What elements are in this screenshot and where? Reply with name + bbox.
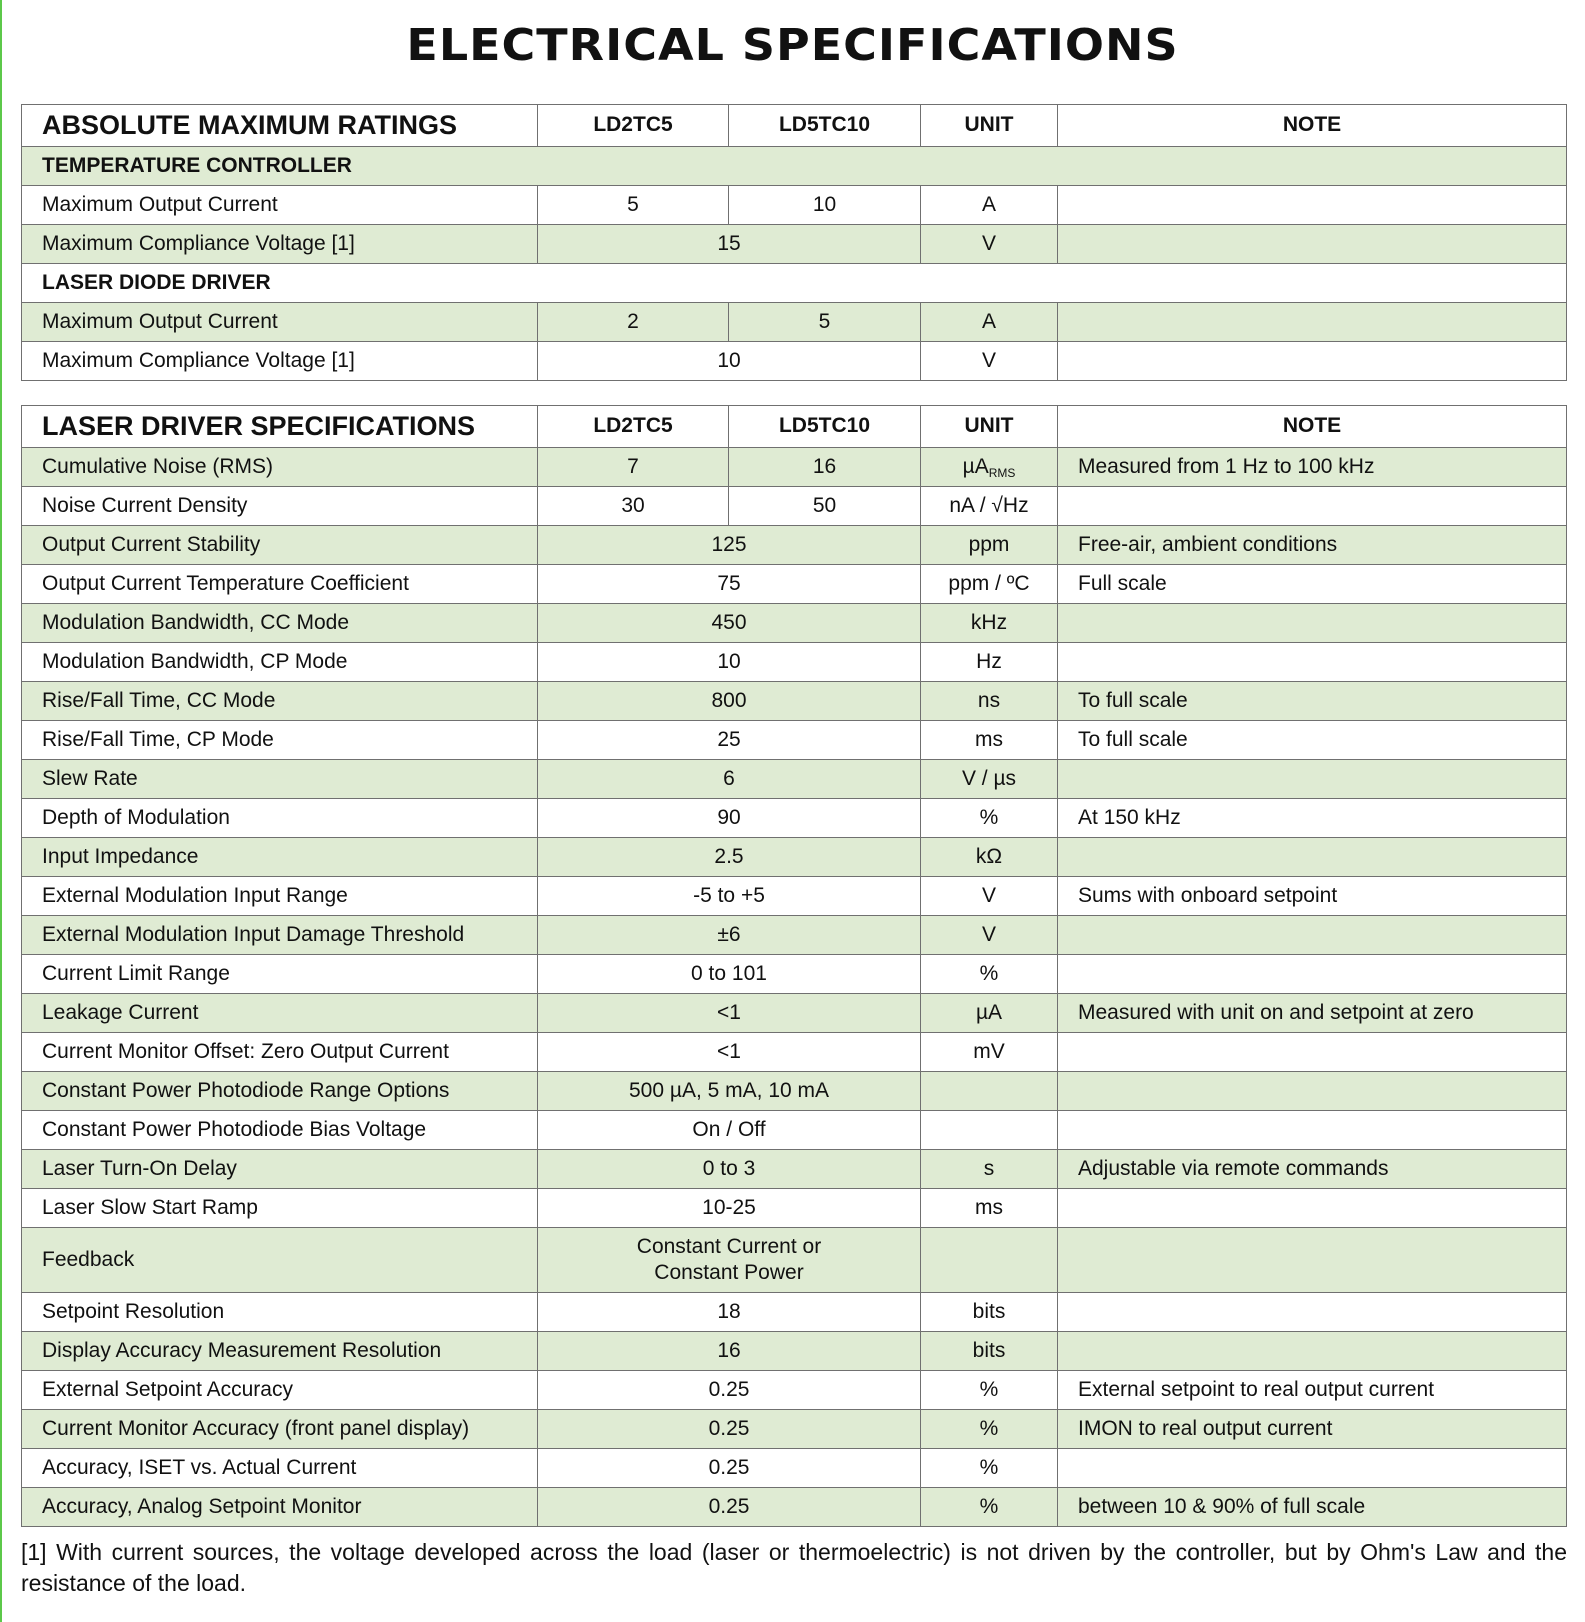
- spec-row: [22, 565, 1567, 604]
- spec-note: [1058, 342, 1567, 381]
- spec-row: [22, 643, 1567, 682]
- spec-unit: [921, 448, 1058, 487]
- spec-value: <1: [538, 994, 921, 1033]
- spec-unit: ppm: [921, 526, 1058, 565]
- spec-label: Output Current Stability: [22, 526, 538, 565]
- spec-note: Measured with unit on and setpoint at zero: [1058, 994, 1567, 1033]
- spec-label: Noise Current Density: [22, 487, 538, 526]
- spec-unit: %: [921, 1410, 1058, 1449]
- spec-unit: mV: [921, 1033, 1058, 1072]
- spec-note: IMON to real output current: [1058, 1410, 1567, 1449]
- spec-unit: [921, 1072, 1058, 1111]
- spec-unit: s: [921, 1150, 1058, 1189]
- spec-unit: [921, 1228, 1058, 1293]
- spec-label: Feedback: [22, 1228, 538, 1293]
- spec-label: Current Monitor Accuracy (front panel display): [22, 1410, 538, 1449]
- spec-unit: ms: [921, 1189, 1058, 1228]
- spec-row: [22, 1410, 1567, 1449]
- spec-note: [1058, 1189, 1567, 1228]
- absolute-maximum-ratings-table: [21, 104, 1567, 381]
- spec-label: Modulation Bandwidth, CC Mode: [22, 604, 538, 643]
- spec-row: [22, 604, 1567, 643]
- spec-note: [1058, 1449, 1567, 1488]
- spec-label: Constant Power Photodiode Bias Voltage: [22, 1111, 538, 1150]
- spec-unit: bits: [921, 1332, 1058, 1371]
- spec-unit: [921, 1111, 1058, 1150]
- spec-value: 15: [538, 225, 921, 264]
- spec-label: Maximum Output Current: [22, 186, 538, 225]
- spec-unit: kΩ: [921, 838, 1058, 877]
- value-ld2tc5: 7: [538, 448, 729, 487]
- spec-label: Current Limit Range: [22, 955, 538, 994]
- section-title: LASER DRIVER SPECIFICATIONS: [22, 406, 538, 448]
- spec-row: [22, 448, 1567, 487]
- spec-value: 10: [538, 342, 921, 381]
- spec-unit: ms: [921, 721, 1058, 760]
- spec-note: [1058, 1293, 1567, 1332]
- spec-note: Adjustable via remote commands: [1058, 1150, 1567, 1189]
- spec-note: [1058, 604, 1567, 643]
- spec-label: Laser Slow Start Ramp: [22, 1189, 538, 1228]
- spec-label: Modulation Bandwidth, CP Mode: [22, 643, 538, 682]
- spec-row: [22, 1228, 1567, 1293]
- spec-value-line: Constant Power: [654, 1261, 804, 1284]
- spec-row: [22, 721, 1567, 760]
- spec-note: Sums with onboard setpoint: [1058, 877, 1567, 916]
- section-label: LASER DIODE DRIVER: [22, 264, 1567, 303]
- spec-label: Constant Power Photodiode Range Options: [22, 1072, 538, 1111]
- spec-row: [22, 1033, 1567, 1072]
- spec-unit: ppm / ºC: [921, 565, 1058, 604]
- spec-row: [22, 1332, 1567, 1371]
- spec-label: Output Current Temperature Coefficient: [22, 565, 538, 604]
- spec-row: [22, 955, 1567, 994]
- spec-value: 0 to 3: [538, 1150, 921, 1189]
- spec-note: [1058, 186, 1567, 225]
- column-ld2tc5: LD2TC5: [538, 406, 729, 448]
- spec-label: Laser Turn-On Delay: [22, 1150, 538, 1189]
- spec-row: [22, 1150, 1567, 1189]
- spec-label: Rise/Fall Time, CP Mode: [22, 721, 538, 760]
- spec-note: To full scale: [1058, 682, 1567, 721]
- section-row: [22, 264, 1567, 303]
- spec-unit: kHz: [921, 604, 1058, 643]
- value-ld5tc10: 50: [729, 487, 921, 526]
- spec-row: [22, 1293, 1567, 1332]
- spec-label: Rise/Fall Time, CC Mode: [22, 682, 538, 721]
- unit-subscript: RMS: [988, 465, 1016, 480]
- spec-note: [1058, 225, 1567, 264]
- spec-row: [22, 186, 1567, 225]
- spec-row: [22, 1072, 1567, 1111]
- spec-note: [1058, 760, 1567, 799]
- spec-row: [22, 799, 1567, 838]
- value-ld2tc5: 30: [538, 487, 729, 526]
- spec-note: [1058, 643, 1567, 682]
- spec-row: [22, 1449, 1567, 1488]
- spec-label: Display Accuracy Measurement Resolution: [22, 1332, 538, 1371]
- spec-label: Slew Rate: [22, 760, 538, 799]
- spec-value: 0.25: [538, 1488, 921, 1527]
- spec-note: External setpoint to real output current: [1058, 1371, 1567, 1410]
- spec-note: To full scale: [1058, 721, 1567, 760]
- spec-label: Accuracy, ISET vs. Actual Current: [22, 1449, 538, 1488]
- spec-value: 0.25: [538, 1410, 921, 1449]
- spec-unit: %: [921, 1488, 1058, 1527]
- spec-label: Maximum Compliance Voltage [1]: [22, 342, 538, 381]
- header-row: [22, 406, 1567, 448]
- spec-value: 2.5: [538, 838, 921, 877]
- spec-value: 0.25: [538, 1449, 921, 1488]
- spec-unit: V: [921, 877, 1058, 916]
- spec-unit: V: [921, 342, 1058, 381]
- spec-row: [22, 526, 1567, 565]
- spec-label: External Modulation Input Damage Threshold: [22, 916, 538, 955]
- spec-value: 450: [538, 604, 921, 643]
- spec-unit: V: [921, 225, 1058, 264]
- section-title: ABSOLUTE MAXIMUM RATINGS: [22, 105, 538, 147]
- header-row: [22, 105, 1567, 147]
- spec-note: [1058, 955, 1567, 994]
- spec-unit: µA: [921, 994, 1058, 1033]
- spec-unit: %: [921, 1371, 1058, 1410]
- spec-note: [1058, 1332, 1567, 1371]
- spec-note: Full scale: [1058, 565, 1567, 604]
- spec-unit: %: [921, 799, 1058, 838]
- spec-note: between 10 & 90% of full scale: [1058, 1488, 1567, 1527]
- page-title: ELECTRICAL SPECIFICATIONS: [406, 19, 1179, 71]
- left-edge-line: [0, 0, 2, 1622]
- value-ld5tc10: 16: [729, 448, 921, 487]
- spec-value: <1: [538, 1033, 921, 1072]
- spec-note: [1058, 916, 1567, 955]
- spec-row: [22, 1111, 1567, 1150]
- spec-row: [22, 1189, 1567, 1228]
- spec-row: [22, 760, 1567, 799]
- spec-note: [1058, 1111, 1567, 1150]
- spec-value: 0 to 101: [538, 955, 921, 994]
- value-ld5tc10: 5: [729, 303, 921, 342]
- spec-unit: ns: [921, 682, 1058, 721]
- spec-row: [22, 838, 1567, 877]
- column-note: NOTE: [1058, 406, 1567, 448]
- spec-value: On / Off: [538, 1111, 921, 1150]
- value-ld2tc5: 5: [538, 186, 729, 225]
- spec-row: [22, 303, 1567, 342]
- spec-value: 18: [538, 1293, 921, 1332]
- spec-label: Cumulative Noise (RMS): [22, 448, 538, 487]
- spec-value-line: Constant Current or: [636, 1234, 822, 1258]
- column-ld5tc10: LD5TC10: [729, 105, 921, 147]
- spec-value: 10: [538, 643, 921, 682]
- column-unit: UNIT: [921, 406, 1058, 448]
- spec-unit: nA / √Hz: [921, 487, 1058, 526]
- spec-row: [22, 487, 1567, 526]
- spec-note: Free-air, ambient conditions: [1058, 526, 1567, 565]
- column-note: NOTE: [1058, 105, 1567, 147]
- spec-value: 10-25: [538, 1189, 921, 1228]
- spec-value: 90: [538, 799, 921, 838]
- spec-label: Maximum Output Current: [22, 303, 538, 342]
- spec-value: 500 µA, 5 mA, 10 mA: [538, 1072, 921, 1111]
- spec-note: [1058, 1228, 1567, 1293]
- spec-unit: %: [921, 955, 1058, 994]
- laser-driver-specifications-table: [21, 405, 1567, 1527]
- spec-value: 16: [538, 1332, 921, 1371]
- spec-value: 800: [538, 682, 921, 721]
- spec-value: 0.25: [538, 1371, 921, 1410]
- spec-row: [22, 225, 1567, 264]
- spec-value: 75: [538, 565, 921, 604]
- column-ld2tc5: LD2TC5: [538, 105, 729, 147]
- spec-label: External Setpoint Accuracy: [22, 1371, 538, 1410]
- unit-text: µA: [962, 454, 989, 478]
- spec-note: [1058, 838, 1567, 877]
- spec-note: [1058, 1072, 1567, 1111]
- value-ld2tc5: 2: [538, 303, 729, 342]
- spec-note: [1058, 1033, 1567, 1072]
- spec-row: [22, 916, 1567, 955]
- spec-row: [22, 1371, 1567, 1410]
- spec-unit: V: [921, 916, 1058, 955]
- spec-label: Setpoint Resolution: [22, 1293, 538, 1332]
- spec-value: [538, 1228, 921, 1293]
- spec-label: Maximum Compliance Voltage [1]: [22, 225, 538, 264]
- spec-row: [22, 994, 1567, 1033]
- spec-unit: A: [921, 186, 1058, 225]
- spec-row: [22, 1488, 1567, 1527]
- spec-note: [1058, 303, 1567, 342]
- spec-row: [22, 877, 1567, 916]
- spec-value: 25: [538, 721, 921, 760]
- section-label: TEMPERATURE CONTROLLER: [22, 147, 1567, 186]
- spec-label: External Modulation Input Range: [22, 877, 538, 916]
- spec-label: Depth of Modulation: [22, 799, 538, 838]
- value-ld5tc10: 10: [729, 186, 921, 225]
- spec-label: Current Monitor Offset: Zero Output Current: [22, 1033, 538, 1072]
- section-row: [22, 147, 1567, 186]
- spec-unit: Hz: [921, 643, 1058, 682]
- spec-unit: %: [921, 1449, 1058, 1488]
- spec-value: 6: [538, 760, 921, 799]
- footnote: [1] With current sources, the voltage developed across the load (laser or thermoelectric) is not driven by the controller, but by Ohm's Law and the resistance of the load.: [21, 1539, 1567, 1596]
- spec-value: 125: [538, 526, 921, 565]
- spec-label: Leakage Current: [22, 994, 538, 1033]
- column-unit: UNIT: [921, 105, 1058, 147]
- spec-note: At 150 kHz: [1058, 799, 1567, 838]
- spec-label: Accuracy, Analog Setpoint Monitor: [22, 1488, 538, 1527]
- spec-value: -5 to +5: [538, 877, 921, 916]
- spec-row: [22, 682, 1567, 721]
- spec-value: ±6: [538, 916, 921, 955]
- spec-unit: A: [921, 303, 1058, 342]
- spec-note: [1058, 487, 1567, 526]
- spec-note: Measured from 1 Hz to 100 kHz: [1058, 448, 1567, 487]
- spec-unit: V / µs: [921, 760, 1058, 799]
- column-ld5tc10: LD5TC10: [729, 406, 921, 448]
- spec-unit: bits: [921, 1293, 1058, 1332]
- spec-label: Input Impedance: [22, 838, 538, 877]
- spec-row: [22, 342, 1567, 381]
